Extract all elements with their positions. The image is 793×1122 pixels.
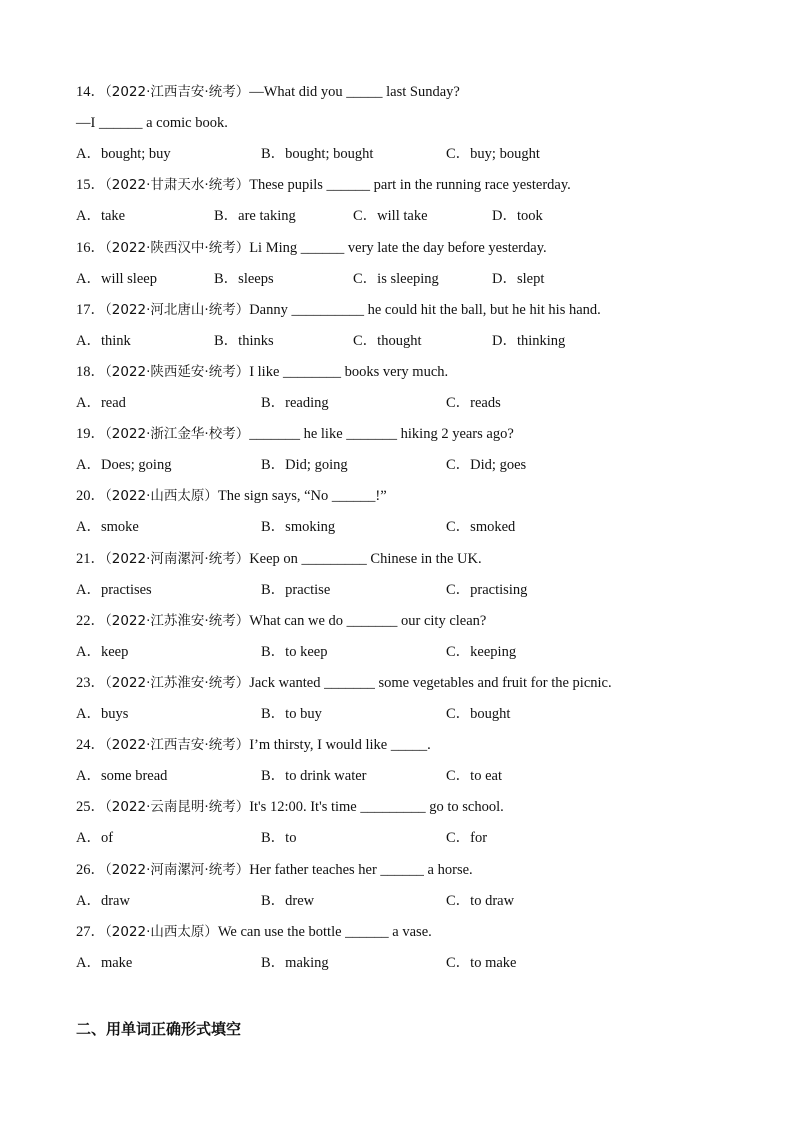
question-line (76, 735, 431, 755)
answer-option[interactable]: B．reading (261, 395, 329, 411)
answer-option[interactable]: B．to drink water (261, 768, 367, 785)
answer-option[interactable]: B．practise (261, 581, 331, 598)
answer-option[interactable]: C．thought (353, 332, 422, 349)
question-text: It's 12:00. It's time _________ go to school. (249, 799, 504, 816)
question-text: I’m thirsty, I would like _____. (249, 737, 431, 754)
question-text: What can we do _______ our city clean? (249, 612, 487, 629)
question-source: （2022·山西太原） (105, 488, 218, 505)
answer-option[interactable]: B．to keep (261, 643, 328, 660)
question-text: Li Ming ______ very late the day before yesterday. (249, 239, 547, 256)
answer-option[interactable]: C．to make (446, 954, 517, 971)
question-source: （2022·江西吉安·统考） (105, 84, 250, 100)
question-text: I like ________ books very much. (249, 363, 449, 380)
answer-option[interactable]: B．to buy (261, 706, 322, 722)
question-text: Danny __________ he could hit the ball, but he hit his hand. (249, 301, 601, 318)
question-text: —What did you _____ last Sunday? (249, 84, 460, 100)
question-text: _______ he like _______ hiking 2 years ago? (249, 426, 514, 443)
question-number: 15． (76, 177, 105, 194)
answer-option[interactable]: B．Did; going (261, 457, 348, 474)
question-line (76, 611, 486, 631)
answer-option[interactable]: A．some bread (76, 768, 168, 785)
question-text: The sign says, “No ______!” (217, 488, 387, 505)
answer-option[interactable]: C．buy; bought (446, 146, 540, 163)
question-line (76, 82, 460, 102)
question-line (76, 175, 571, 195)
answer-option[interactable]: A．will sleep (76, 270, 157, 287)
answer-option[interactable]: A．make (76, 954, 133, 971)
question-number: 19． (76, 426, 105, 443)
question-source: （2022·陕西延安·统考） (105, 363, 250, 380)
question-source: （2022·河南漯河·统考） (105, 861, 250, 878)
answer-option[interactable]: C．to draw (446, 892, 515, 909)
answer-option[interactable]: C．to eat (446, 768, 502, 785)
answer-option[interactable]: C．practising (446, 581, 528, 598)
answer-option[interactable]: C．is sleeping (353, 270, 439, 287)
answer-option[interactable]: C．reads (446, 395, 501, 411)
question-source: （2022·江西吉安·统考） (105, 737, 250, 754)
question-number: 25． (76, 799, 105, 816)
answer-option[interactable]: C．bought (446, 706, 511, 722)
answer-option[interactable]: D．slept (492, 270, 545, 287)
answer-option[interactable]: A．buys (76, 706, 129, 722)
question-number: 23． (76, 674, 105, 691)
answer-option[interactable]: C．keeping (446, 643, 517, 660)
answer-option[interactable]: A．practises (76, 581, 152, 598)
answer-option[interactable]: A．of (76, 830, 114, 847)
question-text: Keep on _________ Chinese in the UK. (249, 550, 482, 567)
question-number: 18． (76, 363, 105, 380)
question-source: （2022·甘肃天水·统考） (105, 177, 250, 194)
question-number: 17． (76, 301, 105, 318)
question-number: 26． (76, 861, 105, 878)
question-line (76, 300, 601, 320)
question-number: 22． (76, 612, 105, 629)
answer-option[interactable]: B．bought; bought (261, 146, 374, 163)
question-line (76, 797, 504, 817)
question-source: （2022·江苏淮安·统考） (105, 674, 250, 691)
question-source: （2022·河北唐山·统考） (105, 301, 250, 318)
answer-option[interactable]: C．smoked (446, 519, 516, 536)
question-number: 14． (76, 84, 105, 100)
answer-option[interactable]: D．thinking (492, 332, 566, 349)
answer-option[interactable]: C．for (446, 830, 488, 847)
question-number: 24． (76, 737, 105, 754)
answer-option[interactable]: A．read (76, 395, 126, 411)
answer-option[interactable]: A．take (76, 208, 126, 225)
answer-option[interactable]: B．thinks (214, 332, 274, 349)
question-line (76, 238, 547, 258)
answer-option[interactable]: B．are taking (214, 208, 296, 225)
question-number: 20． (76, 488, 105, 505)
question-line (76, 860, 473, 880)
question-text: Jack wanted _______ some vegetables and fruit for the picnic. (249, 674, 612, 691)
answer-option[interactable]: D．took (492, 208, 543, 225)
answer-option[interactable]: B．smoking (261, 519, 336, 536)
answer-option[interactable]: A．Does; going (76, 457, 172, 474)
question-continuation: —I ______ a comic book. (76, 115, 228, 132)
question-line (76, 362, 448, 382)
section-title: 二、用单词正确形式填空 (76, 1020, 242, 1038)
question-number: 21． (76, 550, 105, 567)
answer-option[interactable]: A．smoke (76, 519, 139, 536)
answer-option[interactable]: A．draw (76, 892, 130, 909)
question-text: Her father teaches her ______ a horse. (249, 861, 473, 878)
answer-option[interactable]: B．making (261, 954, 329, 971)
question-source: （2022·陕西汉中·统考） (105, 239, 250, 256)
question-line (76, 922, 432, 942)
question-text: These pupils ______ part in the running race yesterday. (249, 177, 571, 194)
answer-option[interactable]: C．Did; goes (446, 457, 527, 474)
answer-option[interactable]: A．think (76, 332, 131, 349)
answer-option[interactable]: B．to (261, 830, 297, 847)
answer-option[interactable]: C．will take (353, 208, 428, 225)
question-line (76, 549, 482, 569)
question-source: （2022·云南昆明·统考） (105, 799, 250, 816)
answer-option[interactable]: A．keep (76, 643, 129, 660)
question-source: （2022·山西太原） (105, 923, 218, 940)
question-number: 16． (76, 239, 105, 256)
question-text: We can use the bottle ______ a vase. (217, 923, 432, 940)
question-source: （2022·河南漯河·统考） (105, 550, 250, 567)
answer-option[interactable]: A．bought; buy (76, 146, 171, 163)
question-line (76, 673, 612, 693)
answer-option[interactable]: B．sleeps (214, 270, 274, 287)
answer-option[interactable]: B．drew (261, 892, 315, 909)
question-number: 27． (76, 923, 105, 940)
question-line (76, 486, 387, 506)
question-source: （2022·浙江金华·校考） (105, 426, 250, 443)
question-source: （2022·江苏淮安·统考） (105, 612, 250, 629)
question-line (76, 424, 514, 444)
